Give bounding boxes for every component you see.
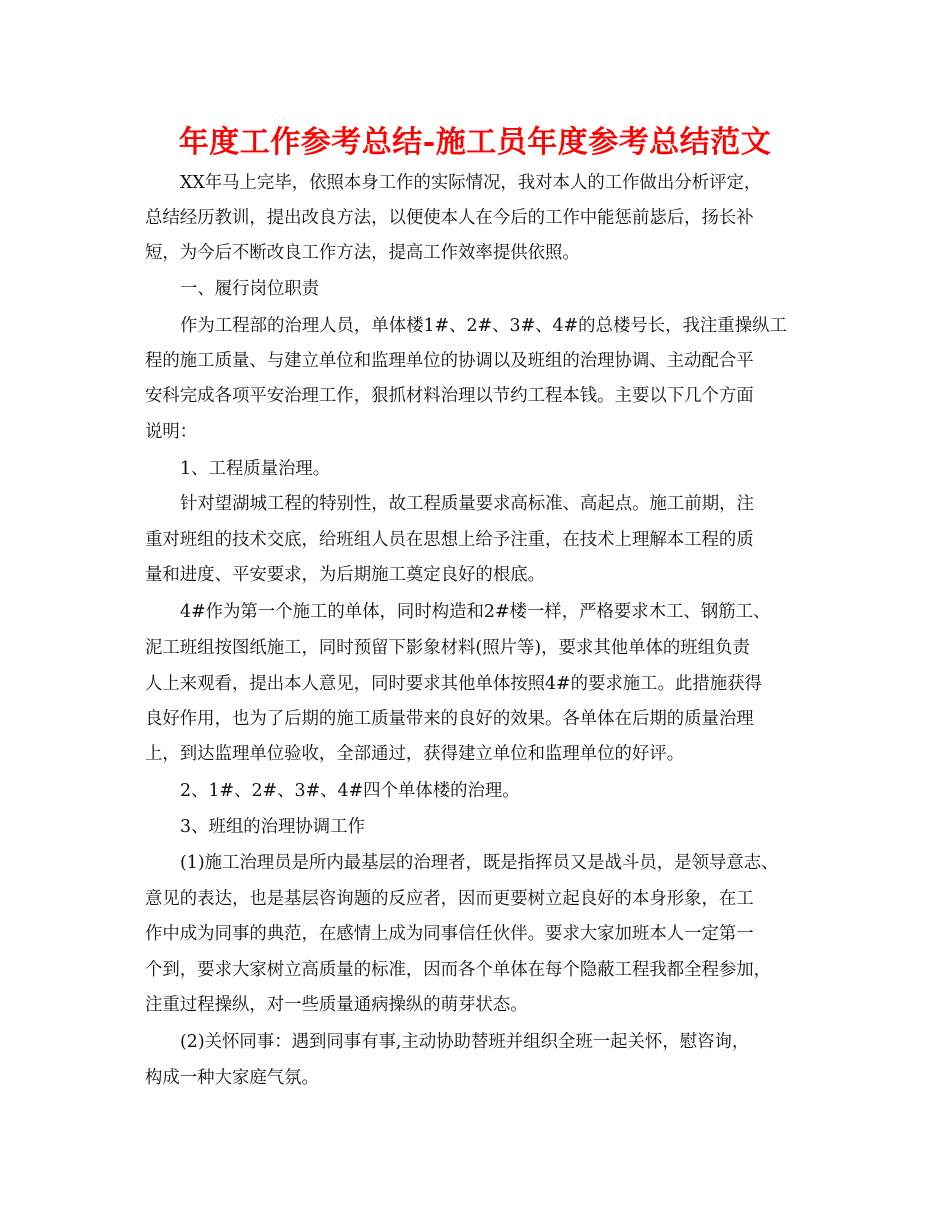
paragraph-line: (2)关怀同事：遇到同事有事,主动协助替班并组织全班一起关怀，慰咨询， [180,1032,750,1052]
paragraph-line: 作中成为同事的典范，在感情上成为同事信任伙伴。要求大家加班本人一定第一 [145,924,754,944]
paragraph-line: 安科完成各项平安治理工作，狠抓材料治理以节约工程本钱。主要以下几个方面 [145,386,754,406]
paragraph-line: 程的施工质量、与建立单位和监理单位的协调以及班组的治理协调、主动配合平 [145,351,754,371]
subsection-heading: 3、班组的治理协调工作 [180,817,365,837]
paragraph-line: 意见的表达，也是基层咨询题的反应者，因而更要树立起良好的本身形象，在工 [145,889,754,909]
paragraph-line: 作为工程部的治理人员，单体楼1#、2#、3#、4#的总楼号长，我注重操纵工 [180,316,787,336]
paragraph-line: (1)施工治理员是所内最基层的治理者，既是指挥员又是战斗员，是领导意志、 [180,853,779,873]
document-title: 年度工作参考总结-施工员年度参考总结范文 [178,125,772,160]
paragraph-line: XX年马上完毕，依照本身工作的实际情况，我对本人的工作做出分析评定， [180,173,762,193]
paragraph-line: 针对望湖城工程的特别性，故工程质量要求高标准、高起点。施工前期，注 [180,494,754,514]
paragraph-line: 量和进度、平安要求，为后期施工奠定良好的根底。 [145,565,545,585]
paragraph-line: 说明： [145,422,198,442]
paragraph-line: 构成一种大家庭气氛。 [145,1068,319,1088]
paragraph-line: 人上来观看，提出本人意见，同时要求其他单体按照4#的要求施工。此措施获得 [145,674,762,694]
subsection-heading: 1、工程质量治理。 [180,459,331,479]
paragraph-line: 总结经历教训，提出改良方法，以便使本人在今后的工作中能惩前毖后，扬长补 [145,208,754,228]
paragraph-line: 重对班组的技术交底，给班组人员在思想上给予注重，在技术上理解本工程的质 [145,530,754,550]
paragraph-line: 泥工班组按图纸施工，同时预留下影象材料(照片等)，要求其他单体的班组负责 [145,638,750,658]
paragraph-line: 个到，要求大家树立高质量的标准，因而各个单体在每个隐蔽工程我都全程参加， [145,960,772,980]
paragraph-line: 良好作用，也为了后期的施工质量带来的良好的效果。各单体在后期的质量治理 [145,709,754,729]
paragraph-line: 短，为今后不断改良工作方法，提高工作效率提供依照。 [145,243,580,263]
paragraph-line: 上，到达监理单位验收，全部通过，获得建立单位和监理单位的好评。 [145,744,685,764]
paragraph-line: 注重过程操纵，对一些质量通病操纵的萌芽状态。 [145,995,528,1015]
subsection-heading: 2、1#、2#、3#、4#四个单体楼的治理。 [180,781,520,801]
paragraph-line: 4#作为第一个施工的单体，同时构造和2#楼一样，严格要求木工、钢筋工、 [180,602,771,622]
section-heading: 一、履行岗位职责 [180,279,320,299]
